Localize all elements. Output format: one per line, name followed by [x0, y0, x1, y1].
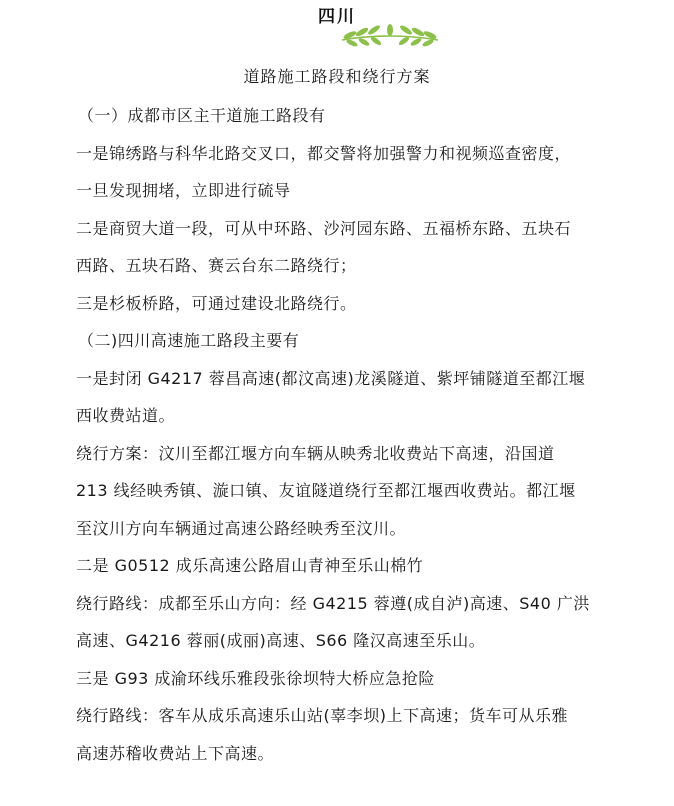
body-line: 三是 G93 成渝环线乐雅段张徐坝特大桥应急抢险	[76, 668, 435, 688]
body-line: 三是杉板桥路，可通过建设北路绕行。	[76, 293, 357, 313]
body-line: 至汶川方向车辆通过高速公路经映秀至汶川。	[76, 518, 407, 538]
body-line: 二是 G0512 成乐高速公路眉山青神至乐山棉竹	[76, 556, 424, 575]
body-line: 绕行路线：成都至乐山方向：经 G4215 蓉遵(成自泸)高速、S40 广洪	[76, 593, 590, 613]
body-line: 绕行路线：客车从成乐高速乐山站(辜李坝)上下高速；货车可从乐雅	[76, 706, 568, 725]
section-heading-sichuan-highway: （二)四川高速施工路段主要有	[78, 331, 300, 350]
page-heading: 四川	[318, 7, 356, 27]
body-line: 一旦发现拥堵，立即进行硫导	[76, 181, 291, 200]
body-line: 213 线经映秀镇、漩口镇、友谊隧道绕行至都江堰西收费站。都江堰	[76, 481, 576, 500]
body-line: 一是封闭 G4217 蓉昌高速(都汶高速)龙溪隧道、紫坪铺隧道至都江堰	[76, 368, 586, 388]
body-line: 西收费站道。	[76, 406, 176, 425]
document-title: 道路施工路段和绕行方案	[243, 67, 431, 86]
body-line: 西路、五块石路、赛云台东二路绕行；	[76, 256, 357, 275]
body-line: 绕行方案：汶川至都江堰方向车辆从映秀北收费站下高速，沿国道	[76, 443, 555, 463]
body-line: 高速苏稽收费站上下高速。	[76, 743, 275, 763]
body-line: 一是锦绣路与科华北路交叉口，都交警将加强警力和视频巡查密度，	[76, 143, 572, 163]
body-line: 二是商贸大道一段，可从中环路、沙河园东路、五福桥东路、五块石	[76, 218, 572, 238]
document-body	[76, 103, 656, 778]
section-heading-chengdu: （一）成都市区主干道施工路段有	[78, 106, 326, 125]
leaf-ornament-icon	[336, 22, 444, 50]
body-line: 高速、G4216 蓉丽(成丽)高速、S66 隆汉高速至乐山。	[76, 631, 486, 650]
